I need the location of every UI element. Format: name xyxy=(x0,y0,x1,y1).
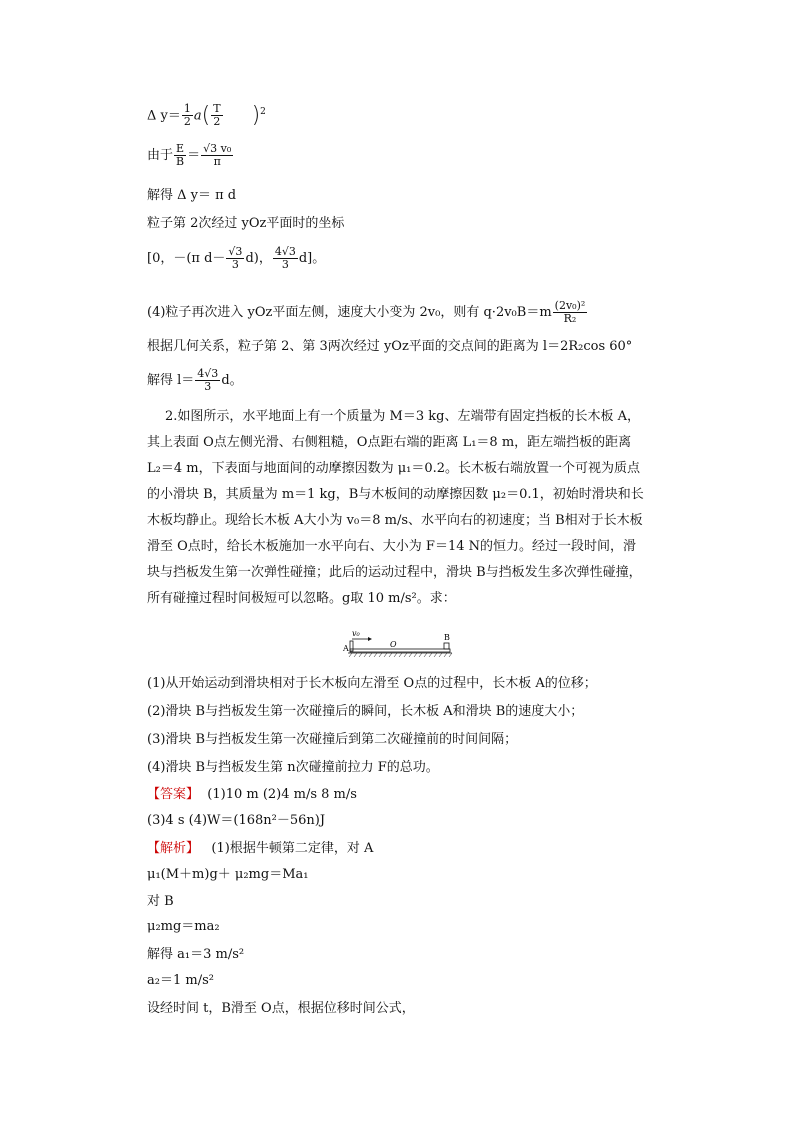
block-B xyxy=(444,643,449,649)
figure-A-label: A xyxy=(343,644,349,653)
frac-v0-pi: $\frac{\text{√3 v₀}}{\pi}$ xyxy=(203,142,232,168)
figure-B-label: B xyxy=(444,633,450,642)
figure-O-label: O xyxy=(390,640,397,649)
answer-line-2: (3)4 s (4)W＝(168n²－56n)J xyxy=(147,813,326,828)
var-a: a xyxy=(193,108,202,124)
analysis-line-2: μ₁(M＋m)g＋ μ₂mg＝Ma₁ xyxy=(147,867,309,882)
left-stopper xyxy=(350,641,353,651)
solve-dy: 解得 Δ y＝ π d xyxy=(147,188,237,203)
part4-eq: (4)粒子再次进入 yOz平面左侧，速度大小变为 2v₀，则有 q·2v₀B＝m $\frac{\text{(2v₀)²}}{\text{R₂}}$ xyxy=(147,299,586,325)
analysis-line-7: 设经时间 t，B滑至 O点，根据位移时间公式， xyxy=(147,1001,415,1016)
analysis-line-1: 【解析】 (1)根据牛顿第二定律，对 A xyxy=(147,841,374,856)
cross-2nd: 粒子第 2次经过 yOz平面时的坐标 xyxy=(147,216,345,231)
geometry-line: 根据几何关系，粒子第 2、第 3两次经过 yOz平面的交点间的距离为 l＝2R₂cos 60° xyxy=(147,339,633,354)
frac-E-B: $\frac{E}{B}$ xyxy=(176,142,185,168)
coordinate: [0，－(π d－ $\frac{√3}{3}$ d)， $\frac{4√3}{3}$ d]。 xyxy=(147,245,326,271)
dy-label: Δ y＝ xyxy=(147,108,181,124)
analysis-line-3: 对 B xyxy=(147,894,174,909)
eq-dy: Δ y＝ $\frac{1}{2}$ a( $\frac{T}{2}$ )$^2$ xyxy=(147,102,266,129)
board-figure xyxy=(340,627,480,661)
analysis-line-6: a₂＝1 m/s² xyxy=(147,973,214,988)
question-2: (2)滑块 B与挡板发生第一次碰撞后的瞬间，长木板 A和滑块 B的速度大小； xyxy=(147,704,584,719)
frac-T-half: $\frac{T}{2}$ xyxy=(213,102,221,129)
problem-statement: 2.如图所示，水平地面上有一个质量为 M＝3 kg、左端带有固定挡板的长木板 A，其上表面 O点左侧光滑、右侧粗糙，O点距右端的距离 L₁＝8 m，距左端挡板的距离 L₂＝4 m，下表面与地面间的动摩擦因数为 μ₁＝0.2。长木板右端放置一个可视为质点的小滑块 B，其质量为 m＝1 kg，B与木板间的动摩擦因数 μ₂＝0.1，初始时滑块和长木板均静止。现给长木板 A大小为 v₀＝8 m/s、水平向右的初速度；当 B相对于长木板滑至 O点时，给长木板施加一水平向右、大小为 F＝14 N的恒力。经过一段时间，滑块与挡板发生第一次弹性碰撞；此后的运动过程中，滑块 B与挡板发生多次弹性碰撞，所有碰撞过程时间极短可以忽略。g取 10 m/s²。求： xyxy=(147,409,644,606)
analysis-line-5: 解得 a₁＝3 m/s² xyxy=(147,947,245,962)
analysis-line-4: μ₂mg＝ma₂ xyxy=(147,919,220,934)
question-1: (1)从开始运动到滑块相对于长木板向左滑至 O点的过程中，长木板 A的位移； xyxy=(147,676,597,691)
analysis-tag: 【解析】 xyxy=(147,841,200,856)
frac-half: $\frac{1}{2}$ xyxy=(183,102,191,129)
question-4: (4)滑块 B与挡板发生第 n次碰撞前拉力 F的总功。 xyxy=(147,760,439,775)
solve-l: 解得 l＝ $\frac{4√3}{3}$ d。 xyxy=(147,367,243,393)
board-A xyxy=(350,649,450,652)
answer-tag: 【答案】 xyxy=(147,787,200,802)
figure-v0-label: v₀ xyxy=(352,629,360,638)
question-3: (3)滑块 B与挡板发生第一次碰撞后到第二次碰撞前的时间间隔； xyxy=(147,732,518,747)
answer-line-1: 【答案】 (1)10 m (2)4 m/s 8 m/s xyxy=(147,787,357,802)
eq-ratio: 由于 $\frac{E}{B}$ ＝ $\frac{\text{√3 v₀}}{\pi}$ xyxy=(147,142,232,168)
